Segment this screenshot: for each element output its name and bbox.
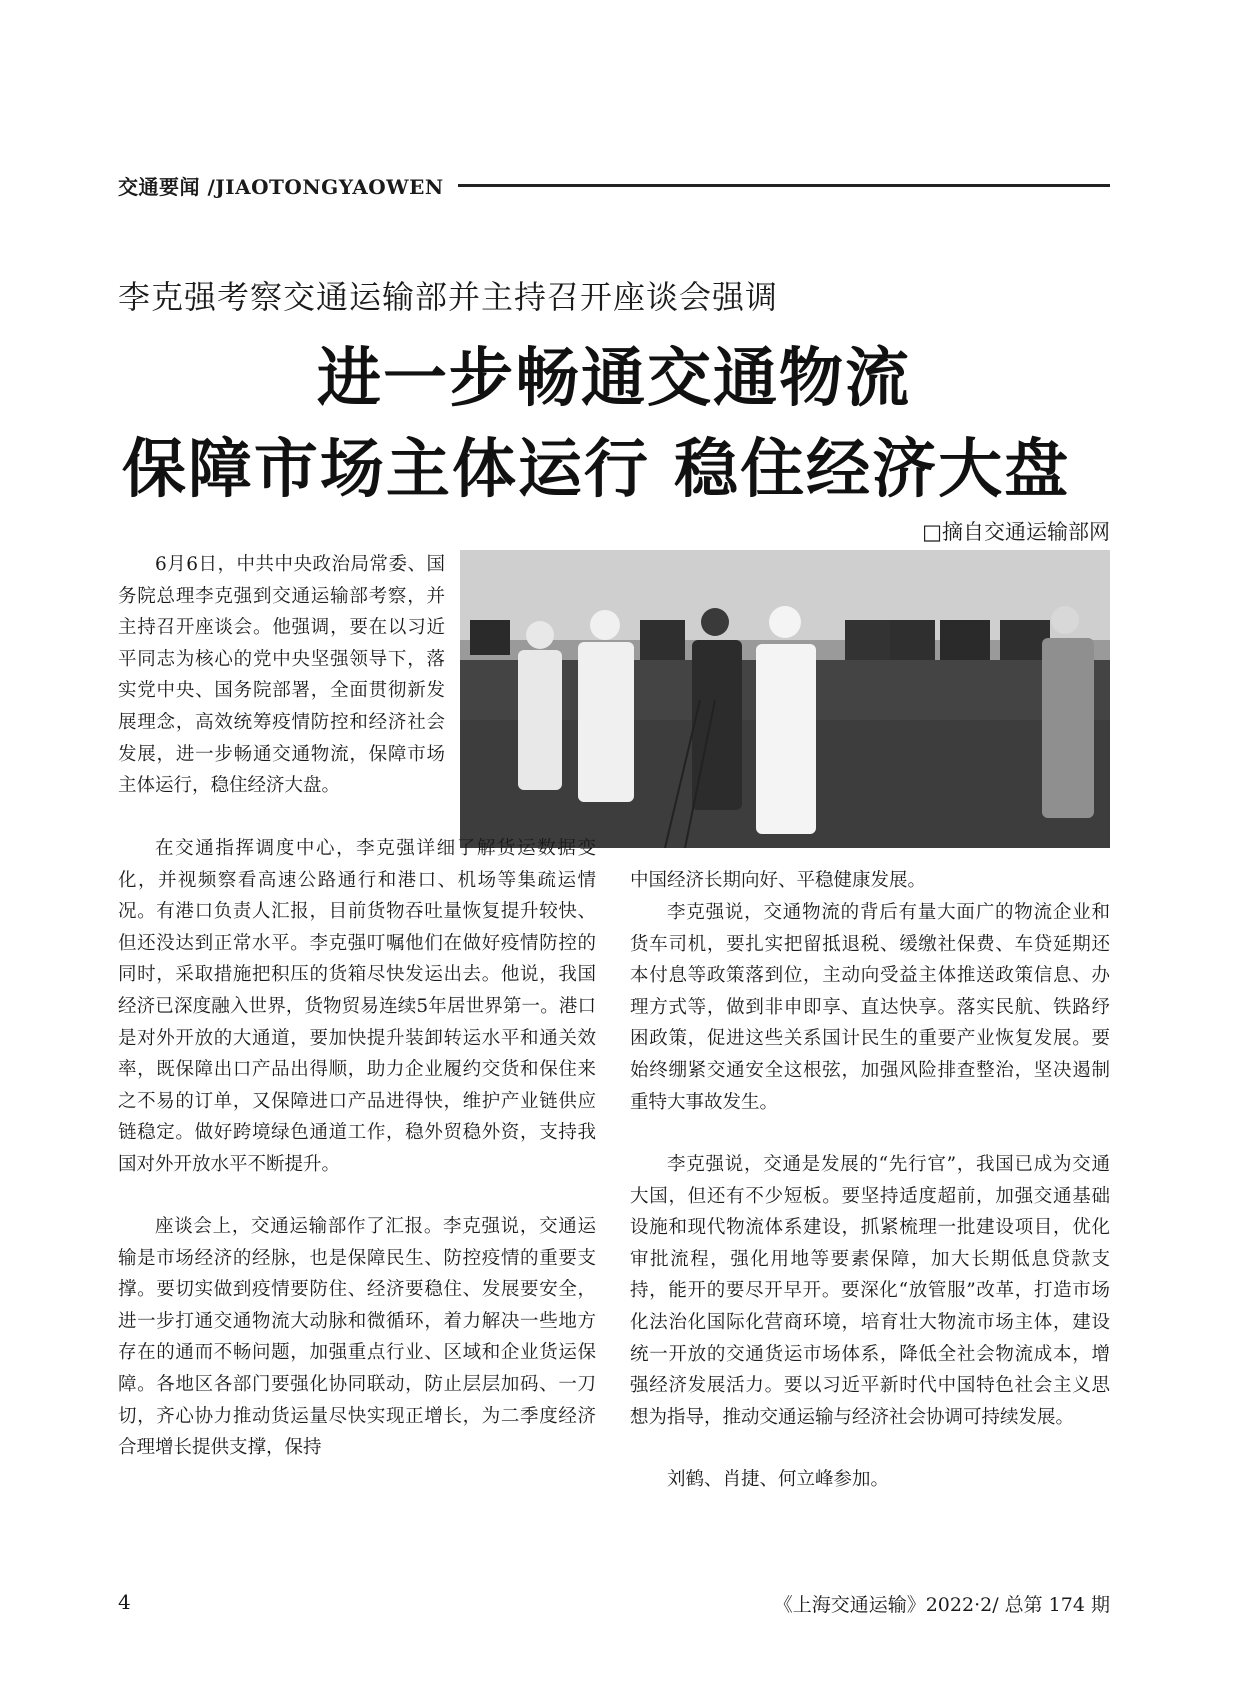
article-source: □摘自交通运输部网: [922, 520, 1110, 544]
section-divider: [458, 184, 1110, 187]
paragraph-6: 李克强说，交通是发展的“先行官”，我国已成为交通大国，但还有不少短板。要坚持适度超前，加强交通基础设施和现代物流体系建设，抓紧梳理一批建设项目，优化审批流程，强化用地等要素保障，加大长期低息贷款支持，能开的要尽开早开。要深化“放管服”改革，打造市场化法治化国际化营商环境，培育壮大物流市场主体，建设统一开放的交通货运市场体系，降低全社会物流成本，增强经济发展活力。要以习近平新时代中国特色社会主义思想为指导，推动交通运输与经济社会协调可持续发展。: [630, 1154, 1110, 1428]
paragraph-1: 6月6日，中共中央政治局常委、国务院总理李克强到交通运输部考察，并主持召开座谈会。他强调，要在以习近平同志为核心的党中央坚强领导下，落实党中央、国务院部署，全面贯彻新发展理念，高效统筹疫情防控和经济社会发展，进一步畅通交通物流，保障市场主体运行，稳住经济大盘。: [118, 554, 445, 797]
paragraph-4: 中国经济长期向好、平稳健康发展。: [630, 870, 927, 891]
section-label: 交通要闻 /JIAOTONGYAOWEN: [118, 174, 444, 199]
paragraph-5: 李克强说，交通物流的背后有量大面广的物流企业和货车司机，要扎实把留抵退税、缓缴社保费、车贷延期还本付息等政策落到位，主动向受益主体推送政策信息、办理方式等，做到非申即享、直达快享。落实民航、铁路纾困政策，促进这些关系国计民生的重要产业恢复发展。要始终绷紧交通安全这根弦，加强风险排查整治，坚决遏制重特大事故发生。: [630, 902, 1110, 1113]
photo-illustration: [460, 550, 1110, 848]
page-number: 4: [118, 1590, 131, 1614]
article-photo: [460, 550, 1110, 848]
paragraph-3: 座谈会上，交通运输部作了汇报。李克强说，交通运输是市场经济的经脉，也是保障民生、防控疫情的重要支撑。要切实做到疫情要防住、经济要稳住、发展要安全，进一步打通交通物流大动脉和微循环，着力解决一些地方存在的通而不畅问题，加强重点行业、区域和企业货运保障。各地区各部门要强化协同联动，防止层层加码、一刀切，齐心协力推动货运量尽快实现正增长，为二季度经济合理增长提供支撑，保持: [118, 1216, 596, 1459]
headline-line-1: 进一步畅通交通物流: [317, 341, 911, 416]
section-header: [118, 170, 1110, 200]
paragraph-7: 刘鹤、肖捷、何立峰参加。: [667, 1469, 890, 1490]
journal-footer: 《上海交通运输》2022·2/ 总第 174 期: [773, 1594, 1110, 1616]
headline-line-2: 保障市场主体运行 稳住经济大盘: [121, 432, 1071, 507]
paragraph-2: 在交通指挥调度中心，李克强详细了解货运数据变化，并视频察看高速公路通行和港口、机场等集疏运情况。有港口负责人汇报，目前货物吞吐量恢复提升较快、但还没达到正常水平。李克强叮嘱他们在做好疫情防控的同时，采取措施把积压的货箱尽快发运出去。他说，我国经济已深度融入世界，货物贸易连续5年居世界第一。港口是对外开放的大通道，要加快提升装卸转运水平和通关效率，既保障出口产品出得顺，助力企业履约交货和保住来之不易的订单，又保障进口产品进得快，维护产业链供应链稳定。做好跨境绿色通道工作，稳外贸稳外资，支持我国对外开放水平不断提升。: [118, 838, 596, 1175]
article-kicker: 李克强考察交通运输部并主持召开座谈会强调: [118, 278, 779, 316]
